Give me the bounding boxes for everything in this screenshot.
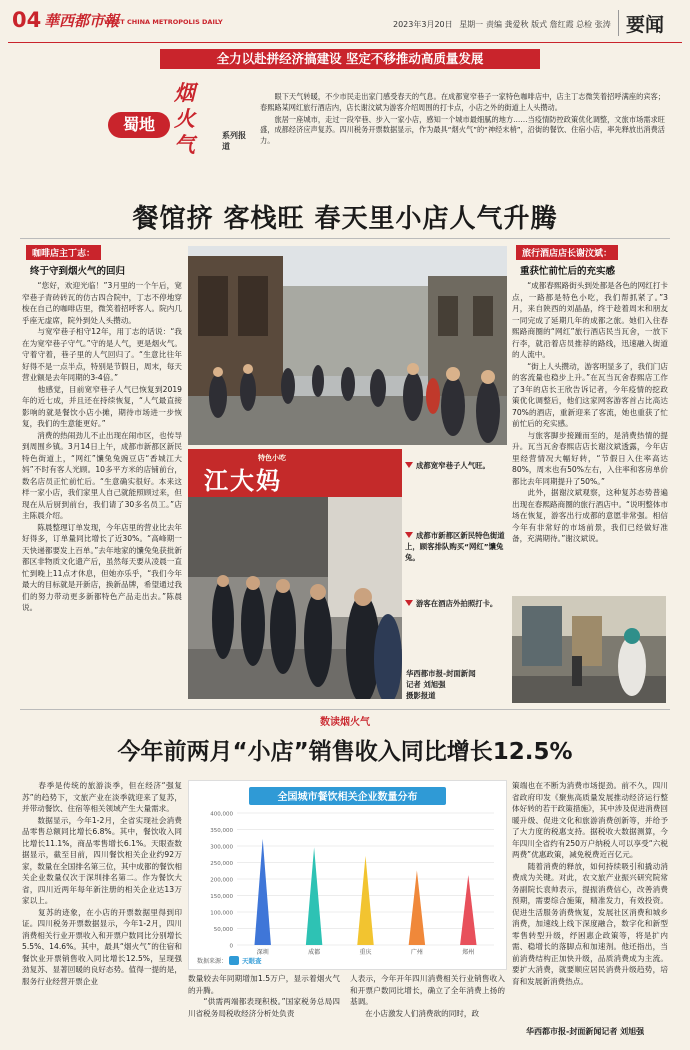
caption-1-marker-icon (405, 462, 413, 468)
col1-tag: 咖啡店主丁志： (26, 245, 101, 260)
story2-col3-below (350, 973, 505, 1038)
chart-bar-3 (357, 856, 373, 945)
photo-kuanzhai-alley (188, 246, 507, 445)
story2-rule (20, 709, 670, 710)
chart-bar-5 (460, 875, 476, 945)
caption-2-text: 成都市新都区新民特色街道上，顾客排队购买“网红”馕兔兔。 (405, 531, 505, 562)
story2-col4 (512, 780, 668, 1025)
caption-1 (405, 460, 505, 471)
intro-paragraph-2: 旅居一座城市，走过一段窄巷、步入一家小店，感知一个城市最细腻的地方……当疫情防控政策优化调整，文旅市场需求旺盛，成都经济应声复苏。四川税务开票数据显示，作为最具“烟火气”的“神经末梢”，沿街的餐饮、住宿小店，率先释放出消费活力。 (260, 114, 665, 146)
series-shudi-text: 蜀地 (122, 115, 155, 134)
col1-subtitle: 终于守到烟火气的回归 (30, 266, 126, 277)
masthead-divider (618, 10, 619, 36)
chart-title: 全国城市餐饮相关企业数量分布 (277, 792, 418, 803)
series-logo (108, 80, 258, 170)
chart-bar-2 (306, 847, 322, 945)
story2-col3-below-text: 人表示，今年开年四川消费相关行业销售收入和开票户数同比增长，确立了全年消费上扬的基调。 在小店激发人们消费欲的同时，政 (350, 974, 505, 1018)
chart-xtick-label: 广州 (410, 949, 423, 956)
chart-xtick-label: 郑州 (462, 949, 475, 956)
chart-ytick-label: 150,000 (210, 894, 233, 900)
chart-xtick-label: 成都 (308, 949, 321, 956)
chart-ytick-label: 300,000 (210, 844, 233, 851)
date-text: 2023年3月20日 (393, 20, 453, 29)
newspaper-logo-en: WEST CHINA METROPOLIS DAILY (104, 18, 223, 26)
chart-ytick-label: 100,000 (210, 910, 233, 917)
chart-xtick-label: 重庆 (359, 949, 372, 956)
theme-banner-text: 全力以赴拼经济搞建设 坚定不移推动高质量发展 (216, 51, 484, 66)
story2-col2-below (188, 973, 340, 1038)
chart-ytick-label: 200,000 (210, 877, 233, 884)
shop-sign-small: 特色小吃 (258, 454, 286, 462)
intro-paragraph-1: 眼下天气转暖，不少市民走出家门感受春天的气息。在成都宽窄巷子一家特色咖啡店中，店主丁志微笑着招呼满座的宾客；春熙路某网红旅行酒店内，店长谢汶斌为游客介绍周围的打卡点，小店之外的街道上人头攒动。 (260, 92, 665, 112)
story2-byline: 华西都市报-封面新闻记者 刘旭强 (526, 1027, 645, 1036)
caption-3-marker-icon (405, 600, 413, 606)
story2-col1-text: 春季是传统的旅游淡季，但在经济“强复苏”的趋势下，文旅产业在淡季就迎来了复苏，并带动餐饮、住宿等相关领域产生大量需求。 数据显示，今年1-2月，全省实现社会消费品零售总额同比增长6.8%。其中，餐饮收入同比增长11.1%，商品零售增长6.1%。天眼查数据显示，截至目前，四川餐饮相关企业约92万家，数量在全国排名第三位，其中成都的餐饮相关企业数量仅次于深圳排名第二。作为餐饮大省，四川近两年每年新注册的相关企业达13万家以上。 复苏的迹象，在小店的开票数据里得到印证。四川税务开票数据显示，今年1-2月，四川消费相关行业开票收入和开票户数同比分别增长5.5%、14.6%。其中，最具“烟火气”的住宿和餐饮业开票销售收入同比增长12.5%，呈现强劲复苏、显著回暖的良好态势。值得一提的是，服务行业经营开票企业 (22, 781, 182, 986)
chart-source-logo-icon (229, 956, 239, 965)
weekday-text: 星期一 (459, 20, 484, 29)
photo-kuanzhai-alley-art (188, 246, 507, 445)
chart-source-label: 数据来源： (197, 958, 228, 965)
caption-3 (405, 598, 505, 609)
chart-ytick-label: 50,000 (213, 927, 233, 933)
chart-bar-1 (254, 839, 270, 945)
photo-snack-shop-queue (188, 449, 402, 699)
theme-banner (160, 49, 540, 69)
shop-sign: 江大妈 (204, 466, 282, 495)
chart-ytick-label: 250,000 (210, 861, 233, 867)
chart-ytick-label: 400,000 (210, 811, 233, 818)
col3-subtitle: 重获忙前忙后的充实感 (520, 266, 616, 277)
caption-2 (405, 530, 505, 563)
chart-svg (189, 781, 506, 969)
section-name: 要闻 (626, 14, 665, 36)
newspaper-logo: 華西都市報 (44, 12, 120, 30)
story2-kicker-text: 数读烟火气 (320, 717, 370, 728)
editor-credits: 责编 龚爱秋 版式 詹红霞 总检 张涛 (486, 20, 611, 29)
masthead (0, 0, 690, 44)
series-yanhuo-text: 烟火气 (174, 80, 195, 157)
intro-block (260, 92, 665, 147)
main-headline: 餐馆挤 客栈旺 春天里小店人气升腾 (132, 204, 558, 234)
page-number: 04 (12, 8, 42, 32)
story2-col2-below-text: 数量较去年同期增加1.5万户，显示着烟火气的升腾。 “供需两端都表现积极。”国家税务总局四川省税务局税收经济分析处负责 (188, 974, 340, 1018)
chart-panel (188, 780, 507, 970)
series-label: 系列报道 (222, 131, 246, 151)
caption-2-marker-icon (405, 532, 413, 538)
issue-date (393, 19, 483, 30)
chart-ytick-label: 0 (229, 943, 233, 950)
chart-xtick-label: 深圳 (256, 949, 269, 956)
col3-body (512, 280, 668, 592)
caption-1-text: 成都宽窄巷子人气旺。 (416, 461, 490, 470)
masthead-rule (8, 42, 682, 43)
photo-credit: 华西都市报-封面新闻 记者 刘旭强 摄影报道 (406, 669, 476, 700)
story2-kicker (300, 713, 390, 728)
col3-body-text: “成都春熙路街头到处都是各色的网红打卡点，一路都是特色小吃，我们帮抓紧了。”3月，来自陕西的刘晶晶，终于趁着周末和朋友一同完成了延期几年的成都之旅。她们入住春熙路商圈的“网红”旅行酒店民当瓦舍，一放下行李，就沿着店员推荐的路线，迅速融入街道的人流中。 “街上人头攒动，游客明显多了，我们门店的客流量也稳步上升。”在瓦当瓦舍春熙店工作了3年的店长王欣告诉记者，今年疫情的挖政策优化调整后，他们这家网客游客首占比高达70%的酒店，重新迎来了客流，她也重获了忙前忙后的充实感。 与旅客脚步接踵而至的，是消费热情的提升。瓦当瓦舍春熙店店长谢汶斌透露，今年店里经营情况大幅好转，“节假日入住率高达80%，周末也有50%左右，入住率和客房单价都比去年同期提升了50%。” 此外，据谢汶斌观察，这种复苏态势普遍出现在春熙路商圈的旅行酒店中。“说明整体市场在恢复，游客出行成都的意愿非常强。相信今年有非常好的市场前景，我们已经做好准备，充满期待。”谢汶斌说。 (512, 281, 668, 543)
story2-col1 (22, 780, 182, 1038)
chart-source-logo: 天眼查 (242, 957, 262, 965)
photo-hotel-checkin (512, 596, 666, 703)
photo-hotel-art (512, 596, 666, 703)
col1-body-text: “您好，欢迎光临！”3月里的一个午后，宽窄巷子青砖砖瓦的仿古四合院中，丁志不停地穿梭在自己的咖啡店里，微笑着招呼客人。院内几乎座无虚席，院外到处人头攒动。 与宽窄巷子相守12年，用丁志的话说：“我在为宽窄巷子守气。”守的是人气，更是烟火气。守着守着，巷子里的人气回归了。“生意比往年好得不是一点半点，特别是节假日，周末，每天营业额是去年同期的3-4倍。” 他感觉，目前宽窄巷子人气已恢复到2019年的近七成，并且还在持续恢复，“人气最直接影响的就是餐饮小店小摊，期待市场进一步恢复，我们的生意能更好。” 消费的热闹劲儿不止出现在闹市区，也传导到周围乡镇。3月14日上午，成都市新都区新民特色街道上，“网红”馕兔兔豌豆店“香城江大妈”不时有客人光顾。10多平方米的店铺前台，数名店员正忙前忙后。“生意确实很好。本来这样一家小店，我们家里人自己就能照顾过来，但现在从后厨到前台，我们请了30多名员工。”店主陈晨介绍。 陈晨整理订单发现，今年店里的营业比去年好得多，订单量同比增长了近30%。“高峰期一天快递都要发上百单。”去年地家的馕兔兔获批新都区非物质文化遗产后，虽然每天要从凌晨一直忙到晚上11点才休息，但她亦乐乎，“我们今年最大的目标就是开新店，换新品牌，希望通过我们的努力带动更多新都特色产品走出去。”陈晨说。 (22, 281, 182, 612)
col1-body (22, 280, 182, 710)
col3-tag: 旅行酒店店长谢汶斌： (516, 245, 618, 260)
story2-headline: 今年前两月“小店”销售收入同比增长12.5% (117, 739, 573, 765)
caption-3-text: 游客在酒店外拍照打卡。 (416, 599, 498, 608)
story2-col4-text: 策端也在不断为消费市场提劲。前不久，四川省政府印发《聚焦高质量发展推动经济运行整体好转的若干政策措施》，其中涉及促进消费回暖升级、促进文化和旅游消费创新等，并给予了大力度的税惠支持。据税收大数据测算，今年四川全省约有250万户纳税人可以享受“六税两费”优惠政策，减免税费近百亿元。 随着消费的释放，如何持续吸引和撬动消费成为关键。对此，农文旅产业振兴研究院常务副院长袁帅表示，提振消费信心，改善消费预期，需要综合施策，精准发力，有效投资。促进生活服务消费恢复，发展社区消费和城乡消费，加速线上线下深度融合，数字化和新型零售转型升级，纾困惠企政策等，将是扩内需、稳增长的落脚点和加速剂。他还指出，当前消费结构正加快升级，品质消费成为主流。要扩大消费，就要顺应居民消费升级趋势，培育和发展新消费热点。 (512, 781, 668, 986)
series-shudi-badge (108, 112, 170, 138)
chart-bar-4 (409, 870, 425, 945)
headline-rule (20, 238, 670, 239)
chart-ytick-label: 350,000 (210, 828, 233, 834)
